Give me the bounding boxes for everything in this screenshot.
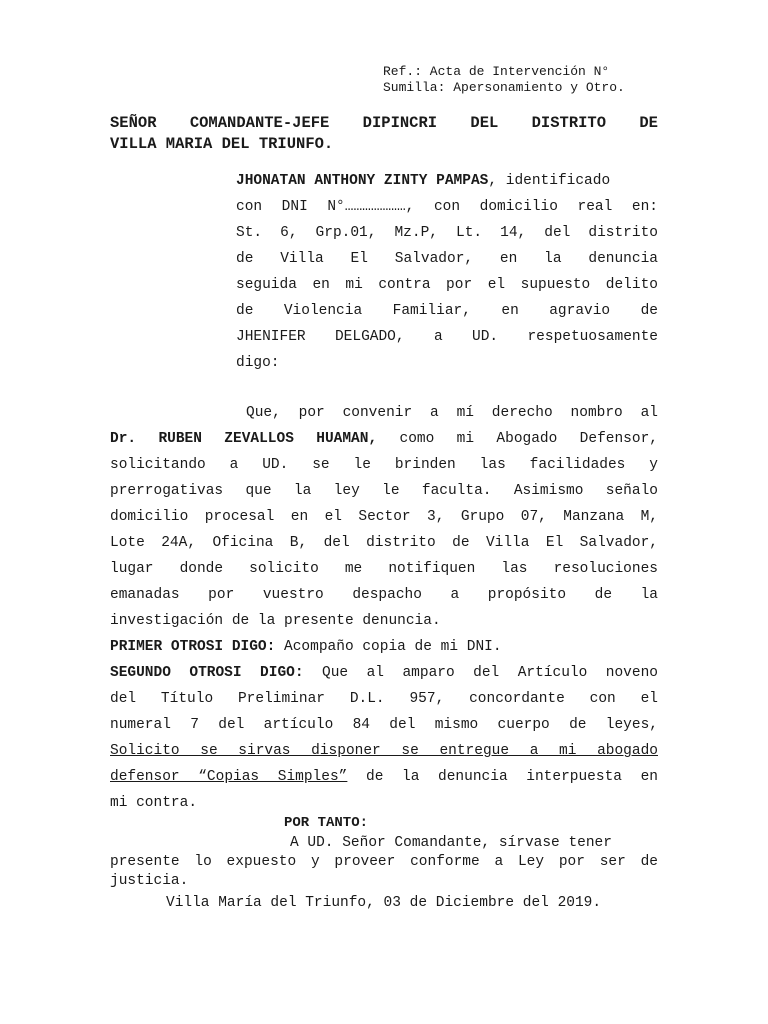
intro-line: con DNI N°…………………, con domicilio real en: bbox=[236, 199, 658, 215]
primer-otrosi-label: PRIMER OTROSI DIGO: bbox=[110, 639, 276, 655]
body-line bbox=[110, 764, 658, 790]
intro-line: digo: bbox=[236, 355, 280, 371]
intro-line: de Violencia Familiar, en agravio de bbox=[236, 303, 658, 319]
body-line: del Título Preliminar D.L. 957, concordante con el bbox=[110, 691, 658, 707]
body-line: numeral 7 del artículo 84 del mismo cuerpo de leyes, bbox=[110, 717, 658, 733]
por-tanto-heading: POR TANTO: bbox=[284, 815, 369, 831]
sumilla-line: Sumilla: Apersonamiento y Otro. bbox=[383, 80, 625, 95]
closing-line: presente lo expuesto y proveer conforme a Ley por ser de bbox=[110, 854, 658, 870]
addressee-word: DIPINCRI bbox=[362, 114, 438, 132]
segundo-otrosi-text: Que al amparo del Artículo noveno bbox=[303, 665, 658, 681]
primer-otrosi-line bbox=[110, 634, 658, 660]
intro-paragraph bbox=[236, 168, 658, 376]
body-line: solicitando a UD. se le brinden las facilidades y bbox=[110, 457, 658, 473]
lawyer-name: Dr. RUBEN ZEVALLOS HUAMAN, bbox=[110, 431, 378, 447]
addressee-line-2: VILLA MARIA DEL TRIUNFO. bbox=[110, 135, 334, 153]
reference-line: Ref.: Acta de Intervención N° bbox=[383, 64, 610, 79]
body-line: lugar donde solicito me notifiquen las resoluciones bbox=[110, 561, 658, 577]
addressee-line-1 bbox=[110, 113, 658, 134]
addressee-word: SEÑOR bbox=[110, 114, 157, 132]
underlined-request: defensor “Copias Simples” bbox=[110, 769, 348, 785]
intro-line: seguida en mi contra por el supuesto delito bbox=[236, 277, 658, 293]
body-line: emanadas por vuestro despacho a propósito de la bbox=[110, 587, 658, 603]
body-text: de la denuncia interpuesta en bbox=[347, 769, 658, 785]
primer-otrosi-text: Acompaño copia de mi DNI. bbox=[275, 639, 502, 655]
body-line bbox=[110, 738, 658, 764]
closing-line: justicia. bbox=[110, 873, 189, 889]
intro-line: St. 6, Grp.01, Mz.P, Lt. 14, del distrito bbox=[236, 225, 658, 241]
body-line: Que, por convenir a mí derecho nombro al bbox=[246, 405, 658, 421]
intro-line: de Villa El Salvador, en la denuncia bbox=[236, 251, 658, 267]
closing-paragraph bbox=[110, 834, 658, 891]
body-line: Lote 24A, Oficina B, del distrito de Villa El Salvador, bbox=[110, 535, 658, 551]
addressee-word: DISTRITO bbox=[531, 114, 607, 132]
underlined-request: Solicito se sirvas disponer se entregue a mi abogado bbox=[110, 743, 658, 759]
intro-line: JHENIFER DELGADO, a UD. respetuosamente bbox=[236, 329, 658, 345]
addressee-word: DE bbox=[639, 114, 658, 132]
segundo-otrosi-line bbox=[110, 660, 658, 686]
body-line: investigación de la presente denuncia. bbox=[110, 613, 441, 629]
intro-line bbox=[236, 168, 658, 194]
body-line bbox=[110, 426, 658, 452]
body-line: prerrogativas que la ley le faculta. Asimismo señalo bbox=[110, 483, 658, 499]
main-body bbox=[110, 400, 658, 816]
segundo-otrosi-label: SEGUNDO OTROSI DIGO: bbox=[110, 665, 304, 681]
closing-line: A UD. Señor Comandante, sírvase tener bbox=[290, 835, 612, 851]
addressee-word: COMANDANTE-JEFE bbox=[189, 114, 330, 132]
addressee-heading bbox=[110, 113, 658, 155]
date-line: Villa María del Triunfo, 03 de Diciembre del 2019. bbox=[166, 895, 602, 911]
addressee-word: DEL bbox=[470, 114, 499, 132]
body-line: domicilio procesal en el Sector 3, Grupo 07, Manzana M, bbox=[110, 509, 658, 525]
body-line: mi contra. bbox=[110, 795, 198, 811]
body-text: como mi Abogado Defensor, bbox=[377, 431, 658, 447]
petitioner-name: JHONATAN ANTHONY ZINTY PAMPAS bbox=[236, 173, 489, 189]
reference-block bbox=[383, 64, 625, 96]
intro-text: , identificado bbox=[488, 173, 611, 189]
